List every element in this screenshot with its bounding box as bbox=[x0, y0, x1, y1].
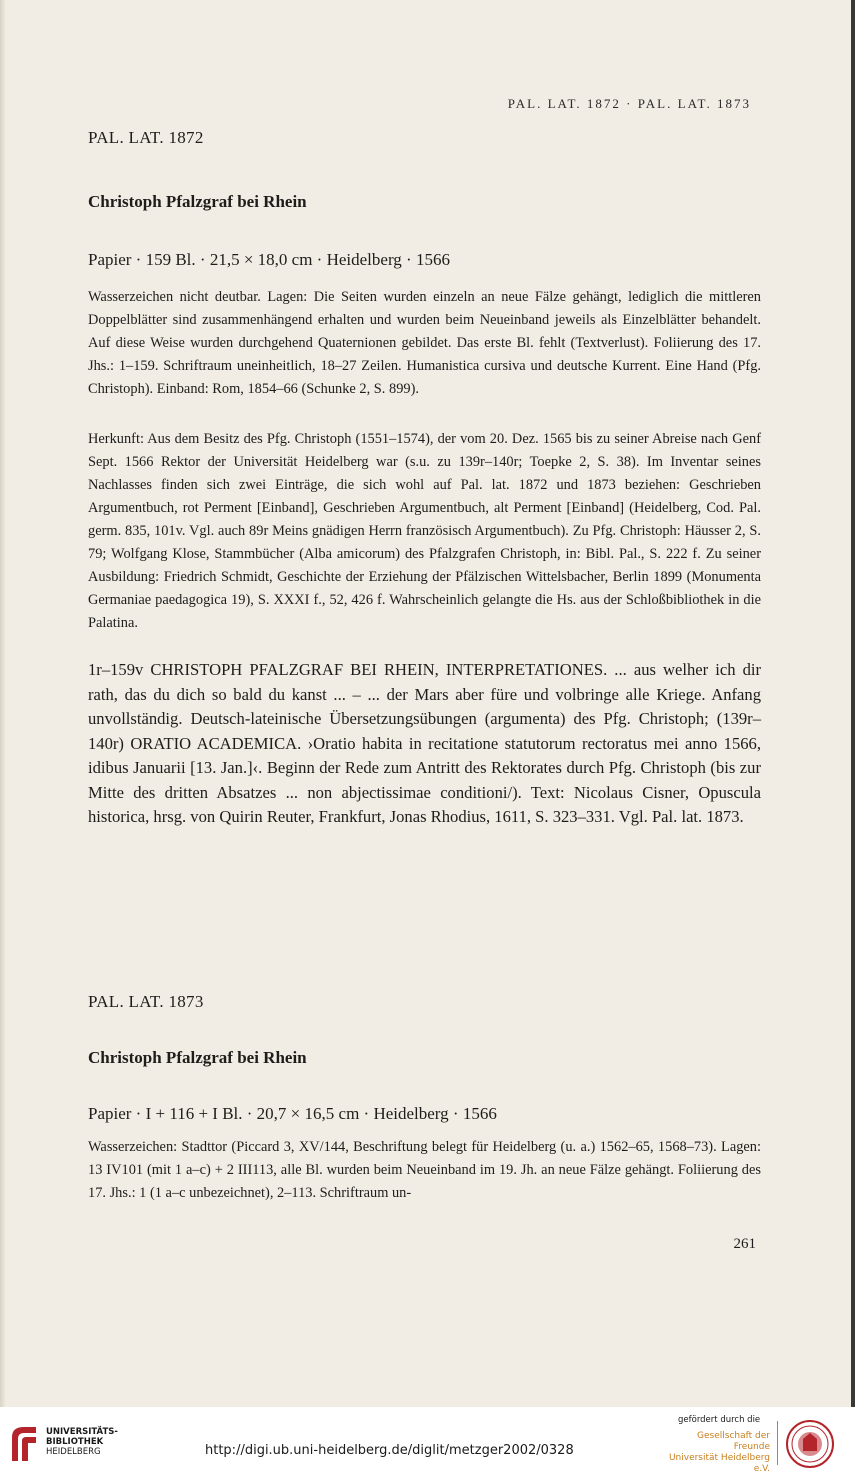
sponsor-line-1: Gesellschaft der Freunde bbox=[697, 1431, 770, 1452]
entry-1-contents-block bbox=[88, 658, 761, 830]
entry-2-specs-block bbox=[88, 1104, 761, 1124]
university-library-logo-icon[interactable] bbox=[8, 1423, 40, 1463]
entry-1-title: Christoph Pfalzgraf bei Rhein bbox=[88, 192, 307, 211]
university-library-name bbox=[46, 1427, 118, 1457]
entry-2-shelfmark-block bbox=[88, 992, 761, 1012]
entry-1-description: Wasserzeichen nicht deutbar. Lagen: Die Seiten wurden einzeln an neue Fälze gehängt, lediglich die mittleren Doppelblätter sind zusammenhängend erhalten und wurden beim Neueinband jeweils als Einzelblätter behandelt. Auf diese Weise wurden durchgehend Quaternionen gebildet. Das erste Bl. fehlt (Textverlust). Foliierung des 17. Jhs.: 1–159. Schriftraum uneinheitlich, 18–27 Zeilen. Humanistica cursiva und deutsche Kurrent. Eine Hand (Pfg. Christoph). Einband: Rom, 1854–66 (Schunke 2, S. 899). bbox=[88, 289, 761, 397]
sponsor-divider bbox=[777, 1421, 778, 1465]
entry-1-contents: 1r–159v CHRISTOPH PFALZGRAF BEI RHEIN, INTERPRETATIONES. ... aus welher ich dir rath, das du dich so bald du kanst ... – ... der Mars aber füre und volbringe alle Kriege. Anfang unvollständig. Deutsch-lateinische Übersetzungsübungen (argumenta) des Pfg. Christoph; (139r–140r) ORATIO ACADEMICA. ›Oratio habita in recitatione statutorum rectoratus mei anno 1566, idibus Januarii [13. Jan.]‹. Beginn der Rede zum Antritt des Rektorates durch Pfg. Christoph (bis zur Mitte des dritten Absatzes ... non abjectissimae conditioni/). Text: Nicolaus Cisner, Opuscula historica, hrsg. von Quirin Reuter, Frankfurt, Jonas Rhodius, 1611, S. 323–331. Vgl. Pal. lat. 1873. bbox=[88, 660, 761, 826]
entry-1-title-block bbox=[88, 192, 761, 212]
entry-2-title-block bbox=[88, 1048, 761, 1068]
entry-1-specs: Papier · 159 Bl. · 21,5 × 18,0 cm · Heidelberg · 1566 bbox=[88, 250, 450, 269]
sponsor-name[interactable] bbox=[660, 1431, 770, 1475]
permalink-url[interactable]: http://digi.ub.uni-heidelberg.de/diglit/metzger2002/0328 bbox=[205, 1443, 574, 1458]
running-head: PAL. LAT. 1872 · PAL. LAT. 1873 bbox=[507, 96, 751, 111]
page-number: 261 bbox=[733, 1236, 756, 1252]
entry-1-specs-block bbox=[88, 250, 761, 270]
university-seal-icon bbox=[785, 1419, 835, 1469]
library-line-1: UNIVERSITÄTS- bbox=[46, 1427, 118, 1437]
entry-2-description-block bbox=[88, 1136, 761, 1205]
entry-1-description-block bbox=[88, 286, 761, 401]
entry-2-specs: Papier · I + 116 + I Bl. · 20,7 × 16,5 cm · Heidelberg · 1566 bbox=[88, 1104, 497, 1123]
footer-bar bbox=[0, 1407, 855, 1474]
entry-1-shelfmark: PAL. LAT. 1872 bbox=[88, 128, 204, 147]
sponsor-line-2: Universität Heidelberg e.V. bbox=[668, 1453, 770, 1474]
entry-2-description: Wasserzeichen: Stadttor (Piccard 3, XV/144, Beschriftung belegt für Heidelberg (u. a.) 1562–65, 1568–73). Lagen: 13 IV101 (mit 1 a–c) + 2 III113, alle Bl. wurden beim Neueinband im 19. Jh. an neue Fälze gehängt. Foliierung des 17. Jhs.: 1 (1 a–c unbezeichnet), 2–113. Schriftraum un- bbox=[88, 1139, 761, 1201]
library-line-2: BIBLIOTHEK bbox=[46, 1437, 104, 1447]
entry-2-title: Christoph Pfalzgraf bei Rhein bbox=[88, 1048, 307, 1067]
entry-1-provenance: Herkunft: Aus dem Besitz des Pfg. Christoph (1551–1574), der vom 20. Dez. 1565 bis zu seiner Abreise nach Genf Sept. 1566 Rektor der Universität Heidelberg war (s.u. zu 139r–140r; Toepke 2, S. 38). Im Inventar seines Nachlasses finden sich zwei Einträge, die sich wohl auf Pal. lat. 1872 und 1873 beziehen: Geschrieben Argumentbuch, rot Perment [Einband], Geschrieben Argumentbuch, alt Perment [Einband] (Heidelberg, Cod. Pal. germ. 835, 101v. Vgl. auch 89r Meins gnädigen Herrn französisch Argumentbuch). Zu Pfg. Christoph: Häusser 2, S. 79; Wolfgang Klose, Stammbücher (Alba amicorum) des Pfalzgrafen Christoph, in: Bibl. Pal., S. 222 f. Zu seiner Ausbildung: Friedrich Schmidt, Geschichte der Erziehung der Pfälzischen Wittelsbacher, Berlin 1899 (Monumenta Germaniae paedagogica 19), S. XXXI f., 52, 426 f. Wahrscheinlich gelangte die Hs. aus der Schloßbibliothek in die Palatina. bbox=[88, 431, 761, 631]
entry-1-provenance-block bbox=[88, 428, 761, 635]
entry-2-shelfmark: PAL. LAT. 1873 bbox=[88, 992, 204, 1011]
entry-1-shelfmark-block bbox=[88, 128, 761, 148]
sponsor-caption: gefördert durch die bbox=[678, 1415, 761, 1425]
library-line-3: HEIDELBERG bbox=[46, 1447, 101, 1457]
